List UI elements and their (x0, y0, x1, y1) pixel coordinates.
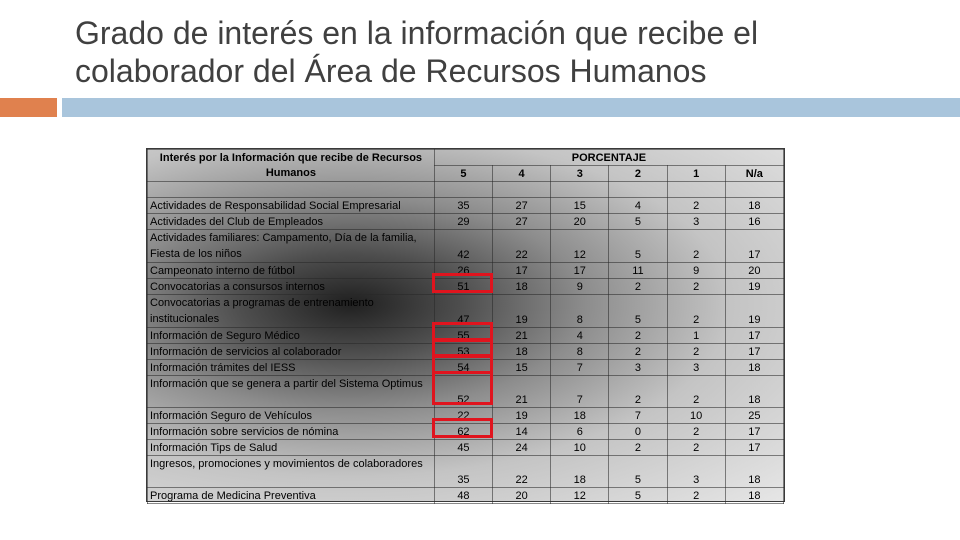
table-cell: 11 (609, 263, 667, 279)
table-cell: 18 (725, 360, 783, 376)
table-row (148, 198, 784, 214)
table-cell: 15 (493, 360, 551, 376)
table-cell: 9 (551, 279, 609, 295)
table-cell: 25 (725, 408, 783, 424)
table-cell: 3 (609, 360, 667, 376)
table-cell: 20 (725, 263, 783, 279)
row-label: Información sobre servicios de nómina (148, 424, 435, 440)
table-row (148, 488, 784, 504)
table-cell: 22 (434, 408, 492, 424)
table-cell: 27 (493, 198, 551, 214)
table-cell: 8 (551, 295, 609, 328)
table-cell: 21 (493, 376, 551, 408)
table-cell: 20 (551, 214, 609, 230)
table-cell: 16 (725, 214, 783, 230)
table-cell: 55 (434, 328, 492, 344)
row-label: Campeonato interno de fútbol (148, 263, 435, 279)
header-group: PORCENTAJE (434, 150, 783, 166)
highlight-box (432, 418, 493, 438)
table-cell: 17 (725, 230, 783, 263)
column-header: 3 (551, 166, 609, 182)
table-cell: 2 (667, 376, 725, 408)
accent-bar-orange (0, 98, 57, 117)
table-cell: 27 (493, 214, 551, 230)
table-cell: 18 (493, 279, 551, 295)
table-cell: 2 (667, 230, 725, 263)
table-cell: 5 (609, 456, 667, 488)
row-label: Actividades del Club de Empleados (148, 214, 435, 230)
accent-bar-blue (62, 98, 960, 117)
table-cell: 0 (609, 424, 667, 440)
table-cell: 19 (493, 295, 551, 328)
table-cell: 18 (725, 456, 783, 488)
table-cell: 9 (667, 263, 725, 279)
table-cell: 35 (434, 198, 492, 214)
table-cell: 2 (667, 344, 725, 360)
table-cell: 52 (434, 376, 492, 408)
table-cell: 2 (609, 279, 667, 295)
table-cell: 53 (434, 344, 492, 360)
table-cell: 2 (667, 488, 725, 504)
table-cell: 8 (551, 344, 609, 360)
table-cell: 29 (434, 214, 492, 230)
table-cell: 20 (493, 488, 551, 504)
title-line-2: colaborador del Área de Recursos Humanos (75, 53, 707, 89)
table-cell: 35 (434, 456, 492, 488)
table-cell: 51 (434, 279, 492, 295)
table-cell: 17 (725, 440, 783, 456)
table-row (148, 456, 784, 488)
row-label: Convocatorias a programas de entrenamiento institucionales (148, 295, 435, 328)
table-cell: 2 (609, 328, 667, 344)
table-cell: 5 (609, 295, 667, 328)
table-cell: 7 (609, 408, 667, 424)
table-cell: 17 (725, 424, 783, 440)
table-cell: 18 (725, 488, 783, 504)
table-cell: 17 (725, 328, 783, 344)
table-cell: 4 (609, 198, 667, 214)
table-cell: 2 (667, 295, 725, 328)
table-cell: 12 (551, 488, 609, 504)
row-label: Actividades de Responsabilidad Social Empresarial (148, 198, 435, 214)
title-line-1: Grado de interés en la información que recibe el (75, 15, 759, 51)
table-cell: 4 (551, 328, 609, 344)
table-cell: 1 (667, 328, 725, 344)
table-row (148, 230, 784, 263)
table-cell: 17 (551, 263, 609, 279)
table-cell: 2 (609, 440, 667, 456)
table-cell: 10 (551, 440, 609, 456)
table-row (148, 440, 784, 456)
table-cell: 22 (493, 456, 551, 488)
table-cell: 2 (667, 198, 725, 214)
table-cell: 62 (434, 424, 492, 440)
table-cell: 2 (667, 279, 725, 295)
table-cell: 54 (434, 360, 492, 376)
table-cell: 26 (434, 263, 492, 279)
column-header: 5 (434, 166, 492, 182)
table-cell: 14 (493, 424, 551, 440)
table-row (148, 214, 784, 230)
table-cell: 2 (609, 344, 667, 360)
table-cell: 18 (551, 408, 609, 424)
table-cell: 17 (493, 263, 551, 279)
table-cell: 3 (667, 214, 725, 230)
table-cell: 17 (725, 344, 783, 360)
table-cell: 2 (667, 424, 725, 440)
table-cell: 7 (551, 376, 609, 408)
table-cell: 48 (434, 488, 492, 504)
row-label: Información de servicios al colaborador (148, 344, 435, 360)
table-cell: 24 (493, 440, 551, 456)
table-cell: 22 (493, 230, 551, 263)
slide-title (75, 14, 935, 90)
highlight-box (432, 371, 493, 405)
table-cell: 5 (609, 230, 667, 263)
table-cell: 10 (667, 408, 725, 424)
row-label: Información Tips de Salud (148, 440, 435, 456)
column-header: 2 (609, 166, 667, 182)
table-cell: 18 (551, 456, 609, 488)
table-cell: 12 (551, 230, 609, 263)
table-cell: 2 (609, 376, 667, 408)
table-cell: 3 (667, 456, 725, 488)
table-cell: 21 (493, 328, 551, 344)
table-cell: 18 (725, 198, 783, 214)
column-header: N/a (725, 166, 783, 182)
table-cell: 5 (609, 488, 667, 504)
highlight-box (432, 273, 493, 293)
row-label: Información Seguro de Vehículos (148, 408, 435, 424)
row-label: Programa de Medicina Preventiva (148, 488, 435, 504)
table-cell: 45 (434, 440, 492, 456)
row-label: Información que se genera a partir del Sistema Optimus (148, 376, 435, 408)
table-cell: 2 (667, 440, 725, 456)
table-cell: 7 (551, 360, 609, 376)
header-label: Interés por la Información que recibe de Recursos Humanos (148, 150, 435, 182)
table-cell: 19 (725, 279, 783, 295)
table-cell: 19 (493, 408, 551, 424)
table-cell: 19 (725, 295, 783, 328)
row-label: Convocatorias a consursos internos (148, 279, 435, 295)
table-cell: 42 (434, 230, 492, 263)
column-header: 1 (667, 166, 725, 182)
table-cell: 6 (551, 424, 609, 440)
table-cell: 5 (609, 214, 667, 230)
row-label: Información trámites del IESS (148, 360, 435, 376)
row-label: Ingresos, promociones y movimientos de colaboradores (148, 456, 435, 488)
table-cell: 15 (551, 198, 609, 214)
row-label: Información de Seguro Médico (148, 328, 435, 344)
table-cell: 18 (493, 344, 551, 360)
table-cell: 3 (667, 360, 725, 376)
table-cell: 18 (725, 376, 783, 408)
column-header: 4 (493, 166, 551, 182)
table-cell: 47 (434, 295, 492, 328)
row-label: Actividades familiares: Campamento, Día de la familia, Fiesta de los niños (148, 230, 435, 263)
